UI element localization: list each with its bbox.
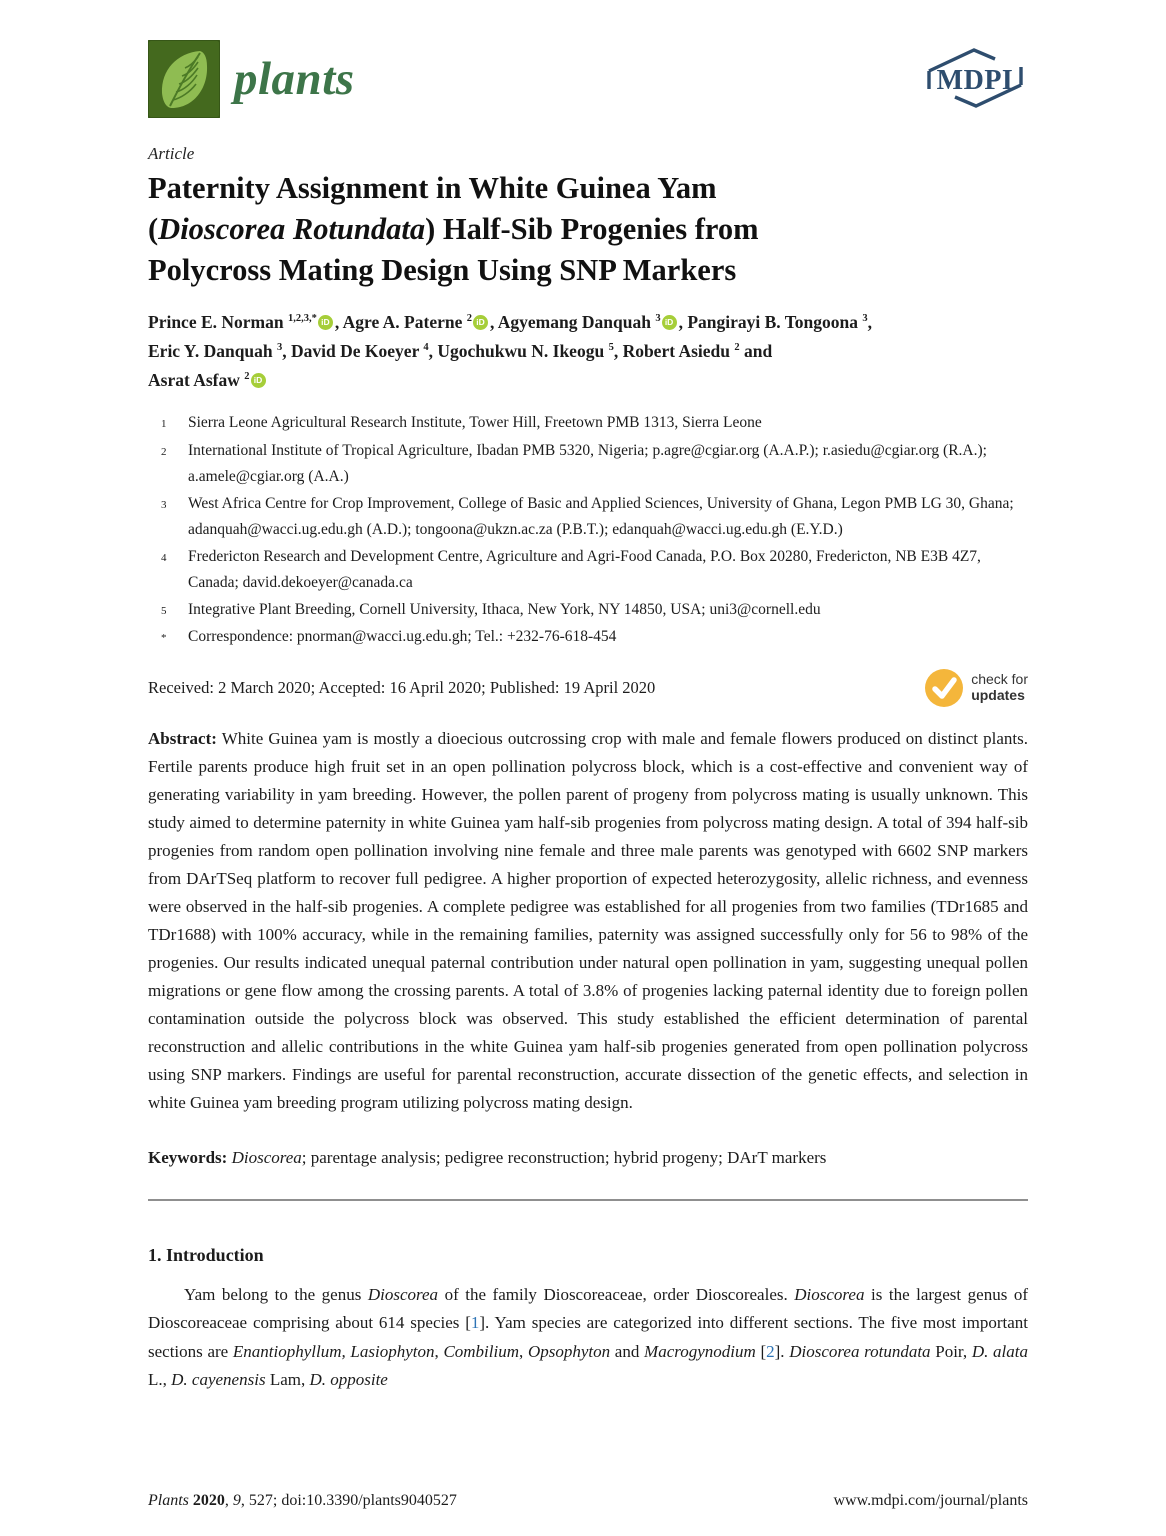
abstract-body: White Guinea yam is mostly a dioecious outcrossing crop with male and female flowers produced on distinct plants. Fertile parents produce high fruit set in an open pollination polycross block, which is a cost-effective and convenient way of generating variability in yam breeding. However, the pollen parent of progeny from polycross mating is usually unknown. This study aimed to determine paternity in white Guinea yam half-sib progenies from polycross mating design. A total of 394 half-sib progenies from random open pollination involving nine female and three male parents was genotyped with 6602 SNP markers from DArTSeq platform to recover full pedigree. A higher proportion of expected heterozygosity, allelic richness, and evenness were observed in the half-sib progenies. A complete pedigree was established for all progenies from two families (TDr1685 and TDr1688) with 100% accuracy, while in the remaining families, paternity was assigned successfully only for 56 to 98% of the progenies. Our results indicated unequal paternal contribution under natural open pollination in yam, suggesting unequal pollen migrations or gene flow among the crossing parents. A total of 3.8% of progenies lacking paternal identity due to foreign pollen contamination outside the polycross block was observed. This study established the efficient determination of parental reconstruction and allelic contributions in the white Guinea yam half-sib progenies generated from open pollination polycross using SNP markers. Findings are useful for parental reconstruction, accurate dissection of the genetic effects, and selection in white Guinea yam breeding program utilizing polycross mating design. (148, 728, 1028, 1112)
affiliation-marker: 2 (161, 445, 167, 458)
affiliation-marker: 5 (161, 604, 167, 617)
check-icon (924, 668, 964, 708)
affiliation-marker: 1 (161, 418, 167, 430)
affiliation-row (148, 597, 1028, 625)
keywords-line: Keywords: Dioscorea; parentage analysis; pedigree reconstruction; hybrid progeny; DArT markers (148, 1147, 827, 1167)
affiliation-text: Sierra Leone Agricultural Research Institute, Tower Hill, Freetown PMB 1313, Sierra Leone (188, 414, 762, 431)
affiliation-text: Fredericton Research and Development Centre, Agriculture and Agri-Food Canada, P.O. Box 20280, Fredericton, NB E3B 4Z7, Canada; david.dekoeyer@canada.ca (188, 547, 981, 591)
affiliations-list (148, 410, 1028, 652)
intro-paragraph: Yam belong to the genus Dioscorea of the family Dioscoreaceae, order Dioscoreales. Dioscorea is the largest genus of Dioscoreaceae comprising about 614 species [1]. Yam species are categorized into different sections. The five most important sections are Enantiophyllum, Lasiophyton, Combilium, Opsophyton and Macrogynodium [2]. Dioscorea rotundata Poir, D. alata L., D. cayenensis Lam, D. opposite (148, 1284, 1029, 1389)
paper-title: Paternity Assignment in White Guinea Yam (Dioscorea Rotundata) Half-Sib Progenies from Polycross Mating Design Using SNP Markers (148, 171, 759, 287)
affiliation-row (148, 438, 1028, 491)
affiliation-row (148, 410, 1028, 438)
page-header (148, 40, 1028, 120)
leaf-icon (148, 40, 220, 118)
affiliation-text: West Africa Centre for Crop Improvement, College of Basic and Applied Sciences, University of Ghana, Legon PMB LG 30, Ghana; adanquah@wacci.ug.edu.gh (A.D.); tongoona@ukzn.ac.za (P.B.T.); edanquah@wacci.ug.edu.gh (E.Y.D.) (188, 494, 1014, 538)
abstract-label: Abstract: (148, 728, 217, 748)
affiliation-marker: 3 (161, 498, 167, 511)
affiliation-marker: * (161, 632, 167, 644)
affiliation-text: Integrative Plant Breeding, Cornell University, Ithaca, New York, NY 14850, USA; uni3@cornell.edu (188, 600, 821, 618)
mdpi-logo (922, 44, 1028, 114)
dates-row (148, 668, 1028, 708)
authors-line: Prince E. Norman $^{1,2,3,*}$ iD , Agre A. Paterne $^2$ iD , Agyemang Danquah $^3$ iD , Pangirayi B. Tongoona $^3$, Eric Y. Danquah $^3$, David De Koeyer $^4$, Ugochukwu N. Ikeogu $^5$, Robert Asiedu $^2$ and Asrat Asfaw $^2$ iD (148, 312, 872, 390)
check-for-updates-badge[interactable] (924, 668, 1028, 708)
section-heading-introduction: 1. Introduction (148, 1244, 264, 1265)
affiliation-text: Correspondence: pnorman@wacci.ug.edu.gh; Tel.: +232-76-618-454 (188, 628, 617, 645)
affiliation-marker: 4 (161, 551, 167, 564)
journal-name: plants (234, 53, 355, 105)
page-content (148, 0, 1028, 1395)
plants-logo (148, 40, 355, 118)
article-type-label: Article (148, 144, 195, 163)
badge-line1: check for (971, 671, 1028, 687)
badge-text (971, 672, 1028, 703)
abstract (148, 725, 1028, 1117)
citation-link[interactable]: 1 (470, 1313, 480, 1332)
citation-link[interactable]: 2 (766, 1341, 775, 1361)
mdpi-wordmark: MDPI (936, 65, 1014, 96)
affiliation-row (148, 624, 1028, 652)
orcid-icon[interactable]: iD (318, 315, 333, 330)
orcid-icon[interactable]: iD (251, 373, 266, 388)
affiliation-row (148, 491, 1028, 544)
footer-citation: Plants 2020, 9, 527; doi:10.3390/plants9040527 (148, 1492, 457, 1509)
affiliation-row (148, 544, 1028, 597)
dates-line: Received: 2 March 2020; Accepted: 16 April 2020; Published: 19 April 2020 (148, 677, 656, 697)
footer-journal-url[interactable]: www.mdpi.com/journal/plants (833, 1492, 1028, 1509)
badge-line2: updates (971, 686, 1025, 703)
section-divider (148, 1199, 1028, 1201)
page-footer (148, 1492, 1028, 1510)
orcid-icon[interactable]: iD (473, 315, 488, 330)
affiliation-text: International Institute of Tropical Agriculture, Ibadan PMB 5320, Nigeria; p.agre@cgiar.org (A.A.P.); r.asiedu@cgiar.org (R.A.); a.amele@cgiar.org (A.A.) (188, 441, 987, 485)
orcid-icon[interactable]: iD (662, 315, 677, 330)
